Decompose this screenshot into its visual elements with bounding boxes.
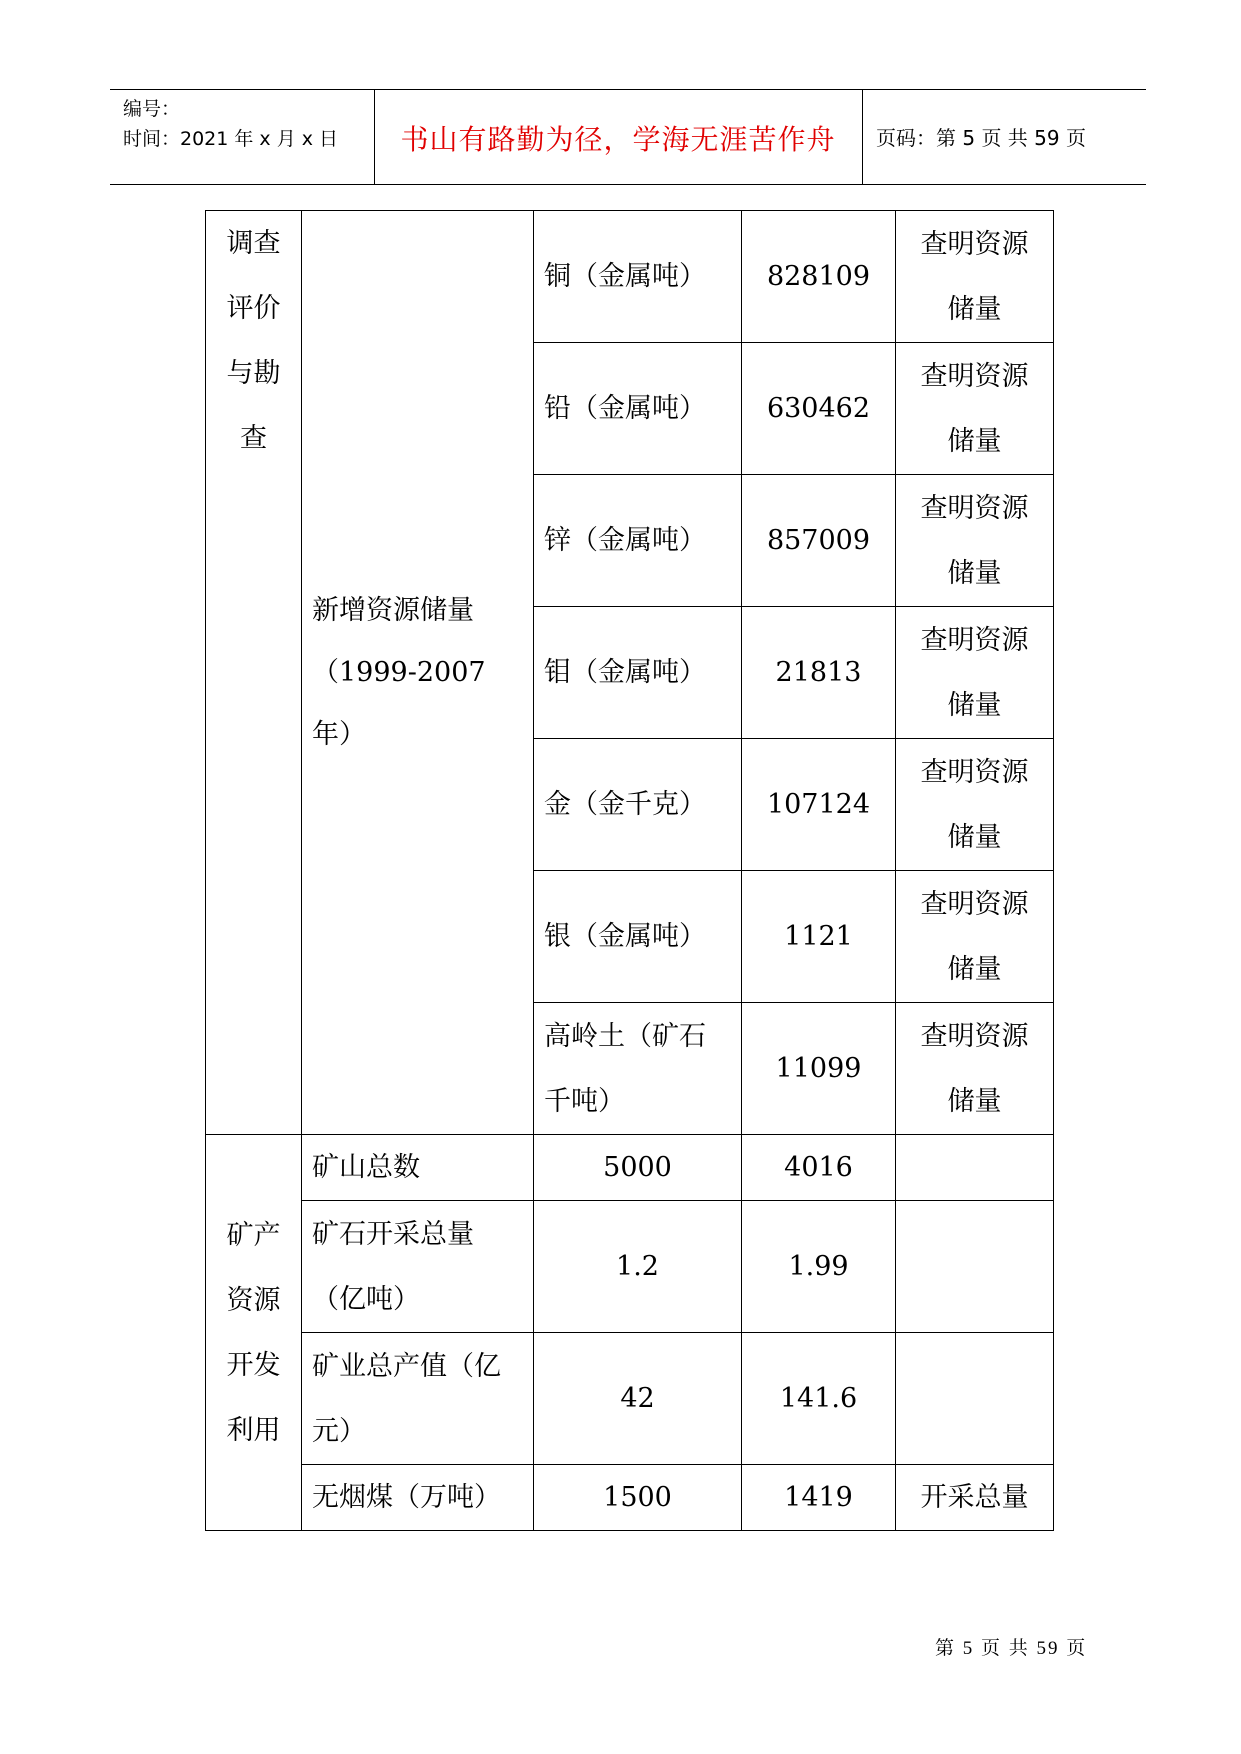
survey-item: 钼（金属吨） bbox=[534, 607, 742, 739]
dev-value: 1.99 bbox=[742, 1201, 896, 1333]
dev-note bbox=[896, 1333, 1054, 1465]
survey-note: 查明资源储量 bbox=[896, 607, 1054, 739]
table-row bbox=[206, 1465, 1054, 1531]
survey-item: 银（金属吨） bbox=[534, 871, 742, 1003]
survey-value: 828109 bbox=[742, 211, 896, 343]
survey-note: 查明资源储量 bbox=[896, 211, 1054, 343]
doc-time-label: 时间：2021 年 x 月 x 日 bbox=[123, 128, 339, 150]
survey-item: 高岭土（矿石千吨） bbox=[534, 1003, 742, 1135]
dev-item: 矿山总数 bbox=[302, 1135, 534, 1201]
dev-value: 4016 bbox=[742, 1135, 896, 1201]
table-row bbox=[206, 1135, 1054, 1201]
dev-note: 开采总量 bbox=[896, 1465, 1054, 1531]
header-page-number: 页码：第 5 页 共 59 页 bbox=[876, 126, 1086, 150]
page-footer: 第 5 页 共 59 页 bbox=[935, 1638, 1088, 1659]
survey-value: 107124 bbox=[742, 739, 896, 871]
survey-group-label: 调查评价与勘查 bbox=[206, 211, 302, 1135]
dev-target: 42 bbox=[534, 1333, 742, 1465]
dev-target: 5000 bbox=[534, 1135, 742, 1201]
table-row bbox=[206, 1201, 1054, 1333]
new-reserves-label: 新增资源储量（1999-2007年） bbox=[302, 211, 534, 1135]
survey-item: 铅（金属吨） bbox=[534, 343, 742, 475]
survey-item: 金（金千克） bbox=[534, 739, 742, 871]
header-divider bbox=[862, 90, 863, 184]
survey-item: 锌（金属吨） bbox=[534, 475, 742, 607]
survey-value: 857009 bbox=[742, 475, 896, 607]
survey-note: 查明资源储量 bbox=[896, 739, 1054, 871]
dev-target: 1500 bbox=[534, 1465, 742, 1531]
dev-group-label: 矿产资源开发利用 bbox=[206, 1135, 302, 1531]
survey-note: 查明资源储量 bbox=[896, 343, 1054, 475]
survey-note: 查明资源储量 bbox=[896, 475, 1054, 607]
header-meta bbox=[123, 94, 338, 154]
page-header bbox=[110, 89, 1146, 185]
survey-value: 11099 bbox=[742, 1003, 896, 1135]
survey-item: 铜（金属吨） bbox=[534, 211, 742, 343]
survey-value: 21813 bbox=[742, 607, 896, 739]
dev-value: 1419 bbox=[742, 1465, 896, 1531]
dev-note bbox=[896, 1135, 1054, 1201]
table-row bbox=[206, 211, 1054, 343]
dev-item: 矿石开采总量（亿吨） bbox=[302, 1201, 534, 1333]
dev-item: 矿业总产值（亿元） bbox=[302, 1333, 534, 1465]
dev-note bbox=[896, 1201, 1054, 1333]
survey-note: 查明资源储量 bbox=[896, 1003, 1054, 1135]
table-row bbox=[206, 1333, 1054, 1465]
header-motto: 书山有路勤为径，学海无涯苦作舟 bbox=[400, 123, 836, 156]
dev-value: 141.6 bbox=[742, 1333, 896, 1465]
survey-note: 查明资源储量 bbox=[896, 871, 1054, 1003]
survey-value: 1121 bbox=[742, 871, 896, 1003]
dev-target: 1.2 bbox=[534, 1201, 742, 1333]
dev-item: 无烟煤（万吨） bbox=[302, 1465, 534, 1531]
survey-value: 630462 bbox=[742, 343, 896, 475]
doc-number-label: 编号： bbox=[123, 98, 181, 120]
minerals-table bbox=[205, 210, 1054, 1531]
